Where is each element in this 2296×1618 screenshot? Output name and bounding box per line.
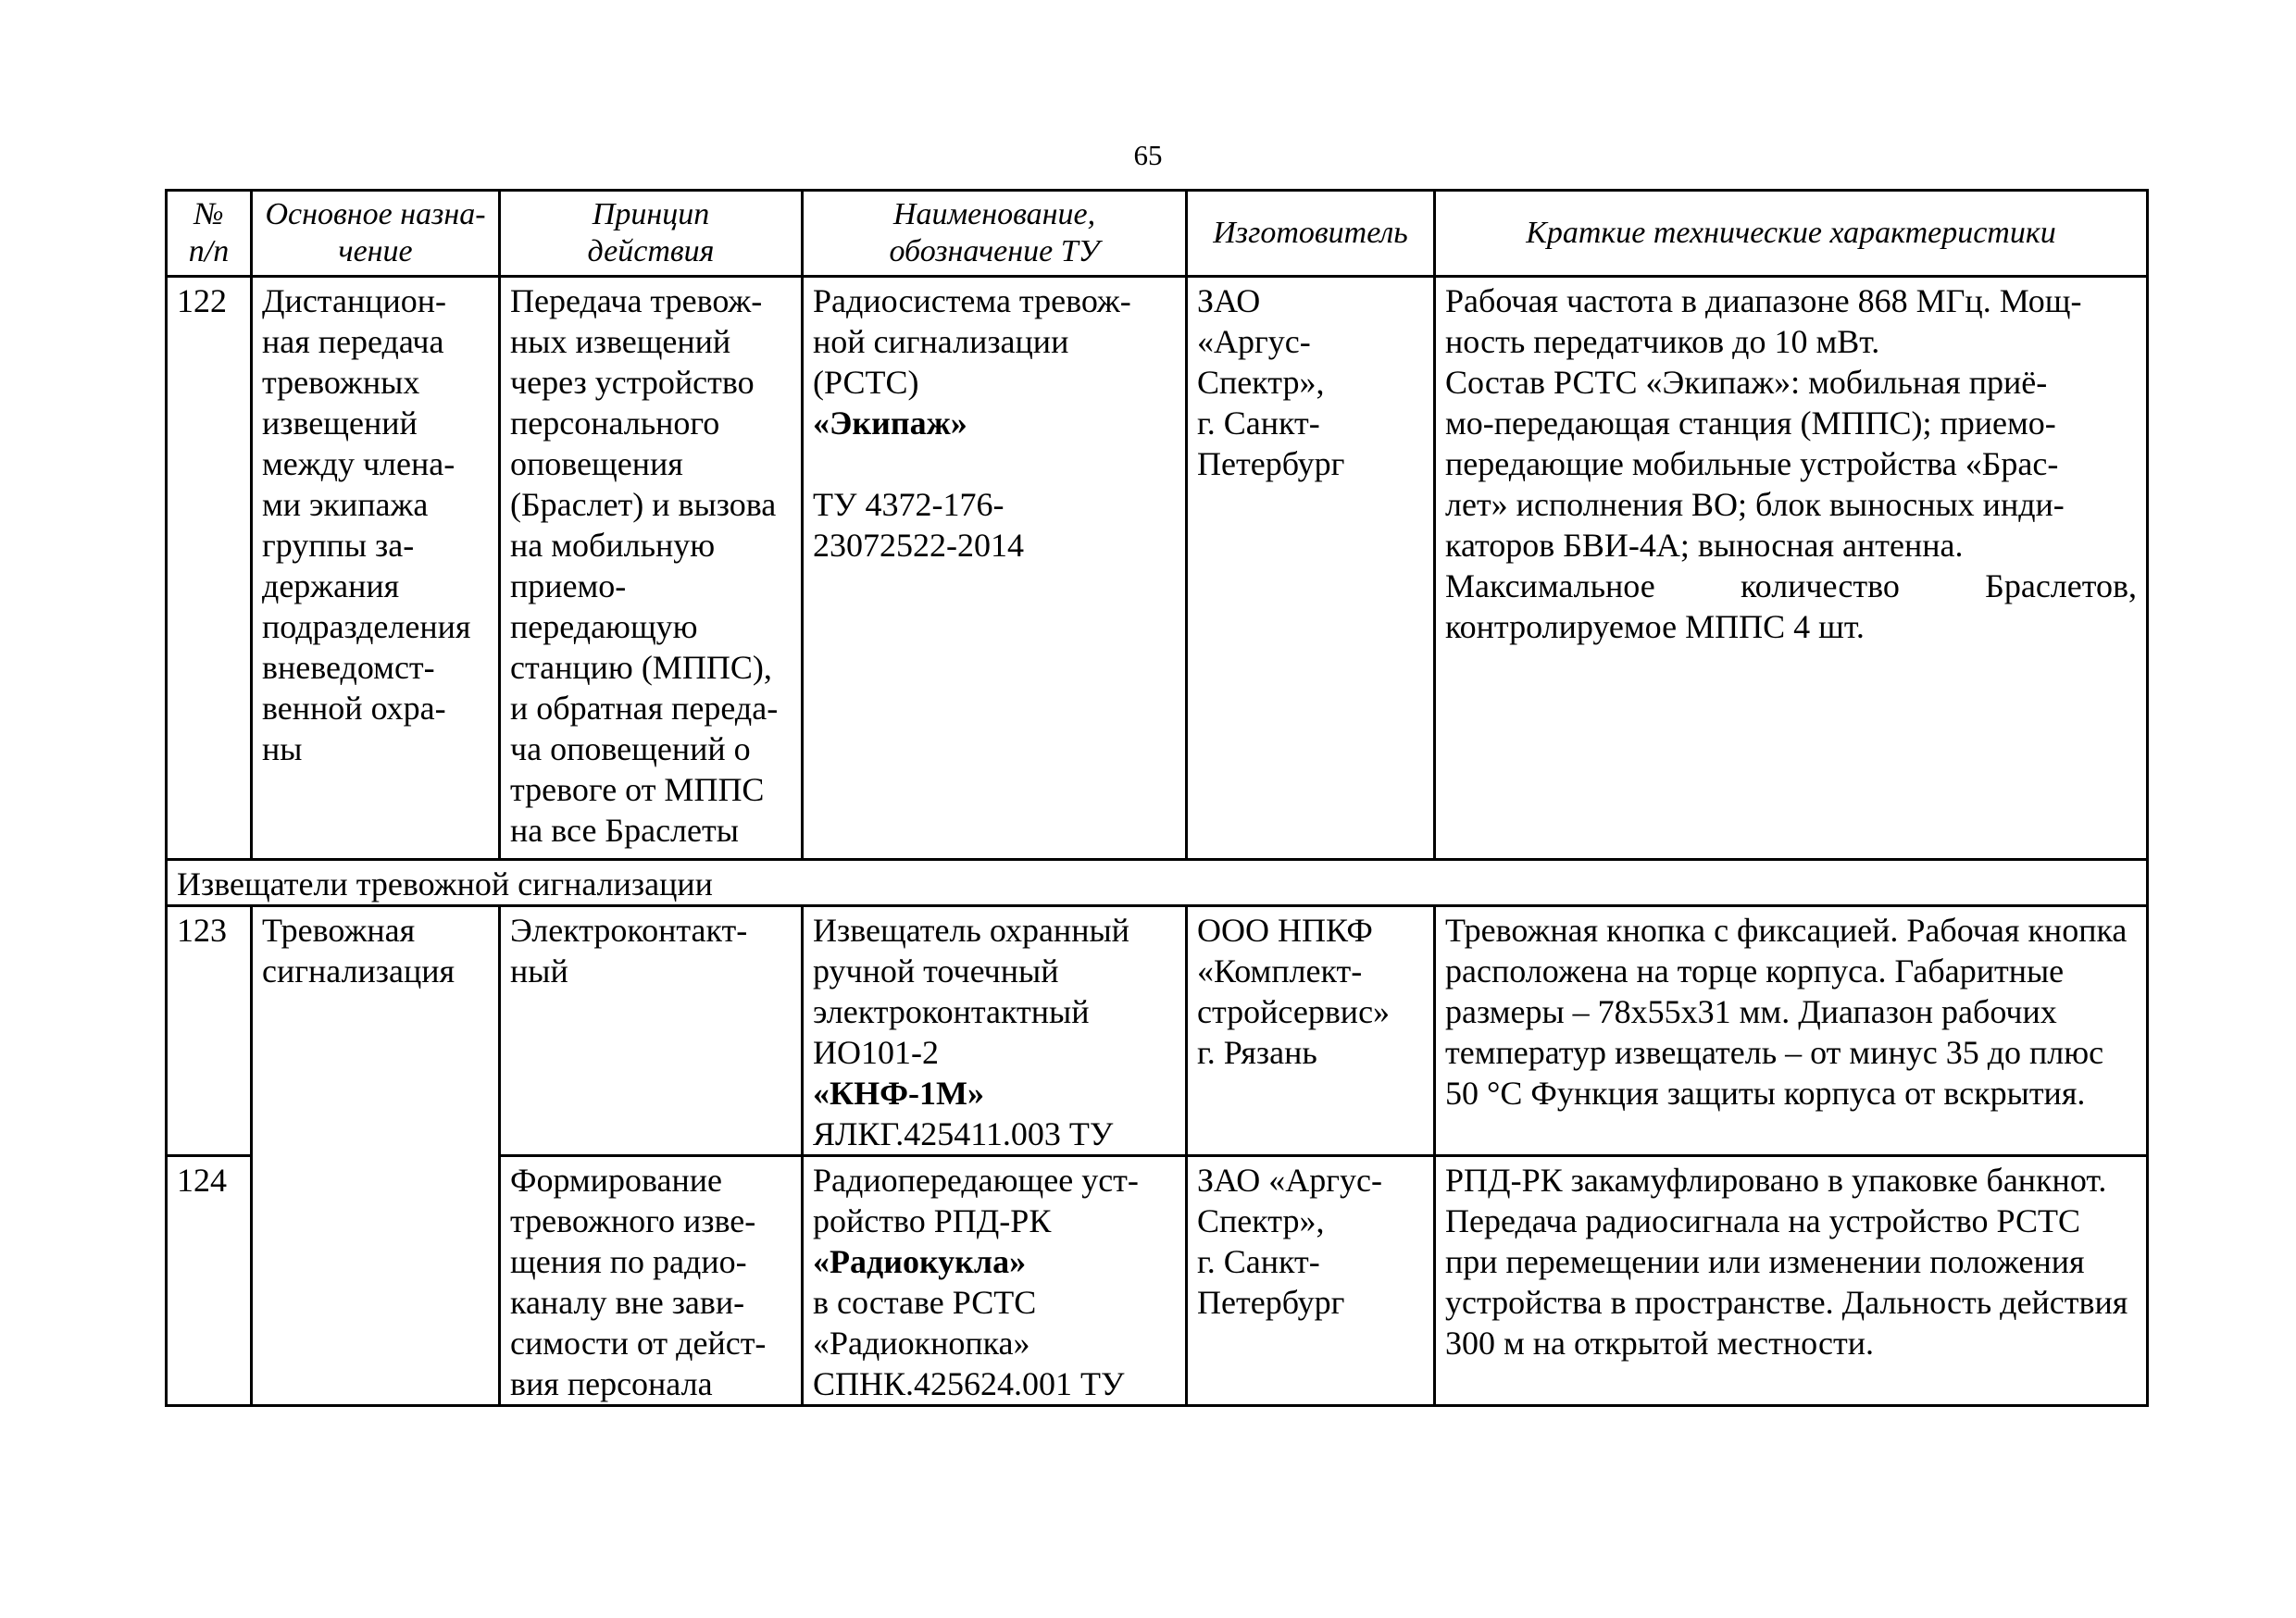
name-cell: Извещатель охранный ручной точечный электроконтактный ИО101-2 «КНФ-1М» ЯЛКГ.425411.003 ТУ bbox=[803, 906, 1187, 1156]
row-number: 122 bbox=[167, 277, 252, 860]
page-number: 65 bbox=[1133, 139, 1163, 171]
product-name: «Радиокукла» bbox=[813, 1243, 1027, 1280]
header-maker: Изготовитель bbox=[1187, 191, 1435, 277]
product-name: «Экипаж» bbox=[813, 404, 967, 442]
header-specs: Краткие технические характеристики bbox=[1435, 191, 2148, 277]
maker-cell: ЗАО «Аргус- Спектр», г. Санкт- Петербург bbox=[1187, 277, 1435, 860]
product-name: «КНФ-1М» bbox=[813, 1075, 984, 1112]
header-principle: Принцип действия bbox=[500, 191, 803, 277]
principle-cell: Электроконтакт- ный bbox=[500, 906, 803, 1156]
purpose-cell: Тревожная сигнализация bbox=[252, 906, 500, 1406]
specs-cell: Тревожная кнопка с фиксацией. Рабочая кнопка расположена на торце корпуса. Габаритные размеры – 78х55х31 мм. Диапазон рабочих температур извещатель – от минус 35 до плюс 50 °С Функция защиты корпуса от вскрытия. bbox=[1435, 906, 2148, 1156]
section-row bbox=[167, 860, 2148, 906]
name-cell: Радиопередающее уст- ройство РПД-РК «Радиокукла» в составе РСТС «Радиокнопка» СПНК.425624.001 ТУ bbox=[803, 1156, 1187, 1406]
header-num: № п/п bbox=[167, 191, 252, 277]
table-header-row bbox=[167, 191, 2148, 277]
specs-cell: РПД-РК закамуфлировано в упаковке банкнот. Передача радиосигнала на устройство РСТС при перемещении или изменении положения устройства в пространстве. Дальность действия 300 м на открытой местности. bbox=[1435, 1156, 2148, 1406]
principle-cell: Формирование тревожного изве- щения по радио- каналу вне зави- симости от дейст- вия персонала bbox=[500, 1156, 803, 1406]
table-row-123 bbox=[167, 906, 2148, 1156]
header-name: Наименование, обозначение ТУ bbox=[803, 191, 1187, 277]
header-purpose: Основное назна- чение bbox=[252, 191, 500, 277]
maker-cell: ЗАО «Аргус- Спектр», г. Санкт- Петербург bbox=[1187, 1156, 1435, 1406]
section-title: Извещатели тревожной сигнализации bbox=[167, 860, 2148, 906]
maker-cell: ООО НПКФ «Комплект- стройсервис» г. Рязань bbox=[1187, 906, 1435, 1156]
row-number: 124 bbox=[167, 1156, 252, 1406]
principle-cell: Передача тревож- ных извещений через устройство персонального оповещения (Браслет) и вызова на мобильную приемо- передающую станцию (МППС), и обратная переда- ча оповещений о тревоге от МППС на все Браслеты bbox=[500, 277, 803, 860]
name-cell: Радиосистема тревож- ной сигнализации (РСТС) «Экипаж» ТУ 4372-176- 23072522-2014 bbox=[803, 277, 1187, 860]
table-row-122 bbox=[167, 277, 2148, 860]
equipment-table bbox=[165, 189, 2149, 1407]
purpose-cell: Дистанцион- ная передача тревожных извещений между члена- ми экипажа группы за- держания подразделения вневедомст- венной охра- ны bbox=[252, 277, 500, 860]
row-number: 123 bbox=[167, 906, 252, 1156]
specs-cell: Рабочая частота в диапазоне 868 МГц. Мощ- ность передатчиков до 10 мВт. Состав РСТС «Экипаж»: мобильная приё- мо-передающая станция (МППС); приемо- передающие мобильные устройства «Брас- лет» исполнения ВО; блок выносных инди- каторов БВИ-4А; выносная антенна. Максимальное количество Браслетов, контролируемое МППС 4 шт. bbox=[1435, 277, 2148, 860]
